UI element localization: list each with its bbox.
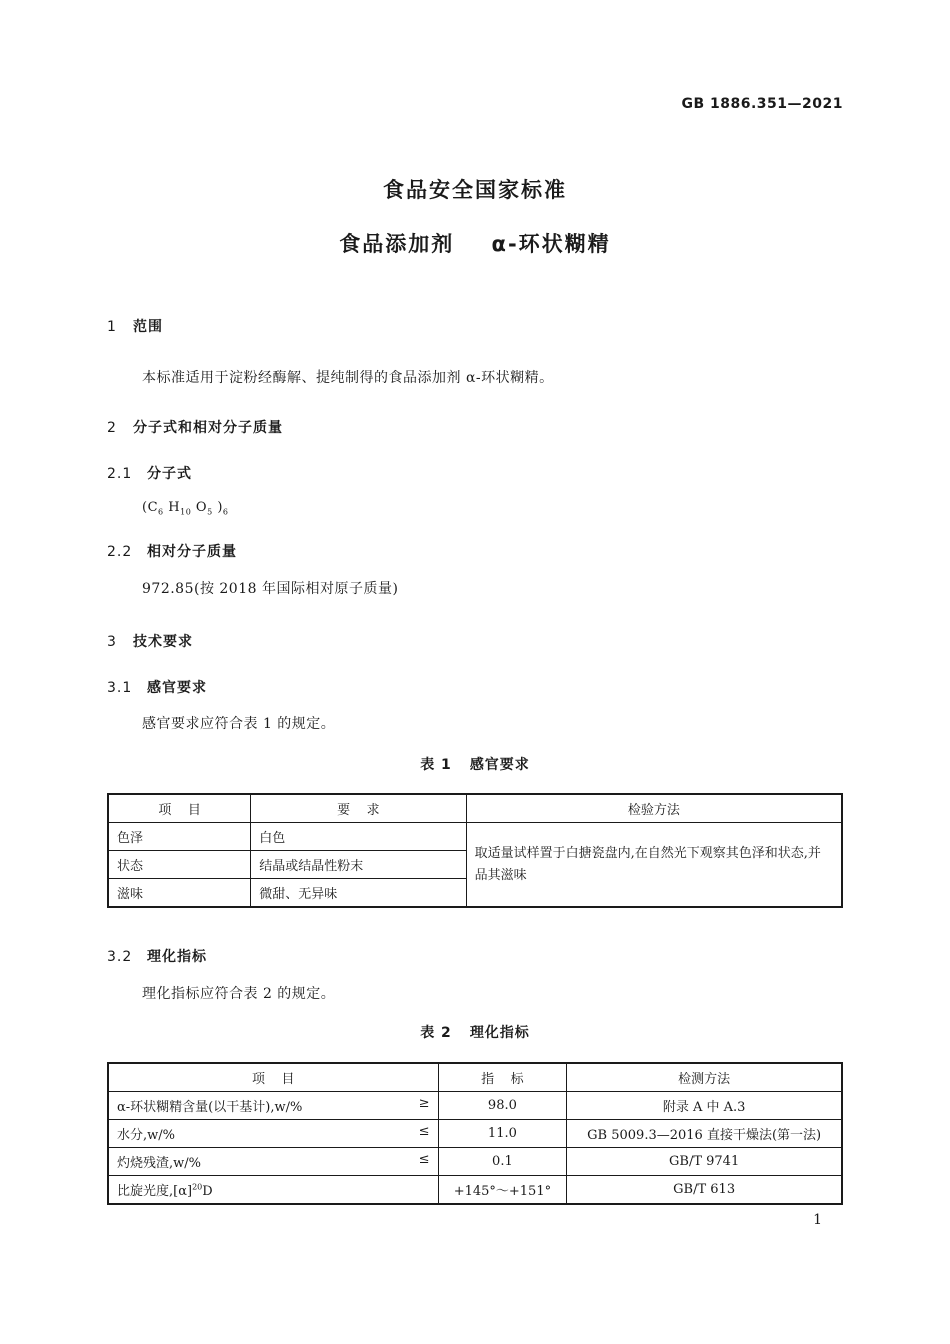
formula-part: H	[163, 500, 181, 515]
table-cell: GB/T 9741	[567, 1148, 842, 1176]
item-label: 比旋光度,[α]	[117, 1184, 193, 1199]
table-cell	[108, 1092, 438, 1120]
formula-part: O	[191, 500, 208, 515]
section-number: 2.2	[107, 544, 133, 560]
comparison-sign: ≥	[418, 1096, 430, 1111]
section-1-heading	[107, 316, 163, 336]
section-3-1-heading	[107, 677, 207, 697]
table-row	[108, 1176, 842, 1205]
standard-title: 食品安全国家标准	[383, 178, 567, 202]
section-2-2-heading	[107, 541, 237, 561]
section-title: 分子式和相对分子质量	[133, 420, 283, 436]
section-2-2-body: 972.85(按 2018 年国际相对原子质量)	[142, 581, 399, 597]
table-cell: +145°～+151°	[438, 1176, 567, 1205]
table-row	[108, 1120, 842, 1148]
section-2-1-heading	[107, 463, 192, 483]
table-cell: GB 5009.3—2016 直接干燥法(第一法)	[567, 1120, 842, 1148]
table-cell	[108, 1176, 438, 1205]
formula-subscript: 6	[158, 507, 164, 517]
formula-part: )	[212, 500, 223, 515]
section-number: 3.2	[107, 949, 133, 965]
section-title: 理化指标	[147, 949, 207, 965]
standard-subtitle: 食品添加剂 α-环状糊精	[339, 232, 611, 256]
section-title: 相对分子质量	[147, 544, 237, 560]
comparison-sign: ≤	[418, 1124, 430, 1139]
section-title: 分子式	[147, 466, 192, 482]
section-3-1-body: 感官要求应符合表 1 的规定。	[142, 716, 336, 732]
column-header: 要 求	[251, 794, 466, 823]
table-cell: 白色	[251, 823, 466, 851]
table-number: 表 2	[420, 1025, 452, 1041]
section-title: 感官要求	[147, 680, 207, 696]
formula-subscript: 10	[180, 507, 192, 517]
table-header-row	[108, 1063, 842, 1092]
table-row	[108, 823, 842, 851]
comparison-sign: ≤	[418, 1152, 430, 1167]
column-header: 指 标	[438, 1063, 567, 1092]
table-cell: GB/T 613	[567, 1176, 842, 1205]
section-number: 3	[107, 634, 117, 650]
table-2-caption	[0, 1022, 950, 1042]
page-number: 1	[813, 1212, 822, 1228]
section-number: 2.1	[107, 466, 133, 482]
table-caption: 感官要求	[469, 757, 530, 773]
section-title: 技术要求	[133, 634, 193, 650]
table-cell	[108, 1120, 438, 1148]
item-label: 水分,w/%	[117, 1128, 175, 1143]
column-header: 检测方法	[567, 1063, 842, 1092]
section-1-body: 本标准适用于淀粉经酶解、提纯制得的食品添加剂 α-环状糊精。	[142, 370, 554, 386]
table-cell: 0.1	[438, 1148, 567, 1176]
table-cell: 色泽	[108, 823, 251, 851]
table-number: 表 1	[420, 757, 452, 773]
table-cell: 11.0	[438, 1120, 567, 1148]
molecular-formula	[142, 500, 229, 517]
section-number: 2	[107, 420, 117, 436]
table-1-caption	[0, 754, 950, 774]
table-row	[108, 1092, 842, 1120]
table-cell: 状态	[108, 851, 251, 879]
table-cell: 98.0	[438, 1092, 567, 1120]
section-3-heading	[107, 631, 193, 651]
document-number: GB 1886.351—2021	[681, 96, 843, 112]
section-3-2-body: 理化指标应符合表 2 的规定。	[142, 986, 336, 1002]
item-label: α-环状糊精含量(以干基计),w/%	[117, 1100, 303, 1115]
formula-part: (C	[142, 500, 159, 515]
item-label-suffix: D	[202, 1184, 213, 1199]
formula-subscript: 5	[207, 507, 213, 517]
table-caption: 理化指标	[469, 1025, 530, 1041]
section-number: 3.1	[107, 680, 133, 696]
item-superscript: 20	[192, 1182, 203, 1192]
table-row	[108, 1148, 842, 1176]
section-2-heading	[107, 417, 283, 437]
table-cell	[108, 1148, 438, 1176]
table-cell: 结晶或结晶性粉末	[251, 851, 466, 879]
section-number: 1	[107, 319, 117, 335]
column-header: 项 目	[108, 1063, 438, 1092]
section-3-2-heading	[107, 946, 207, 966]
table-cell: 微甜、无异味	[251, 879, 466, 908]
table-cell: 附录 A 中 A.3	[567, 1092, 842, 1120]
table-header-row	[108, 794, 842, 823]
section-title: 范围	[133, 319, 163, 335]
item-label: 灼烧残渣,w/%	[117, 1156, 201, 1171]
column-header: 项 目	[108, 794, 251, 823]
sensory-requirements-table	[107, 793, 843, 908]
physicochemical-indicators-table	[107, 1062, 843, 1205]
formula-subscript: 6	[222, 507, 229, 517]
column-header: 检验方法	[466, 794, 842, 823]
table-cell: 滋味	[108, 879, 251, 908]
inspection-method-cell: 取适量试样置于白搪瓷盘内,在自然光下观察其色泽和状态,并品其滋味	[466, 823, 842, 908]
